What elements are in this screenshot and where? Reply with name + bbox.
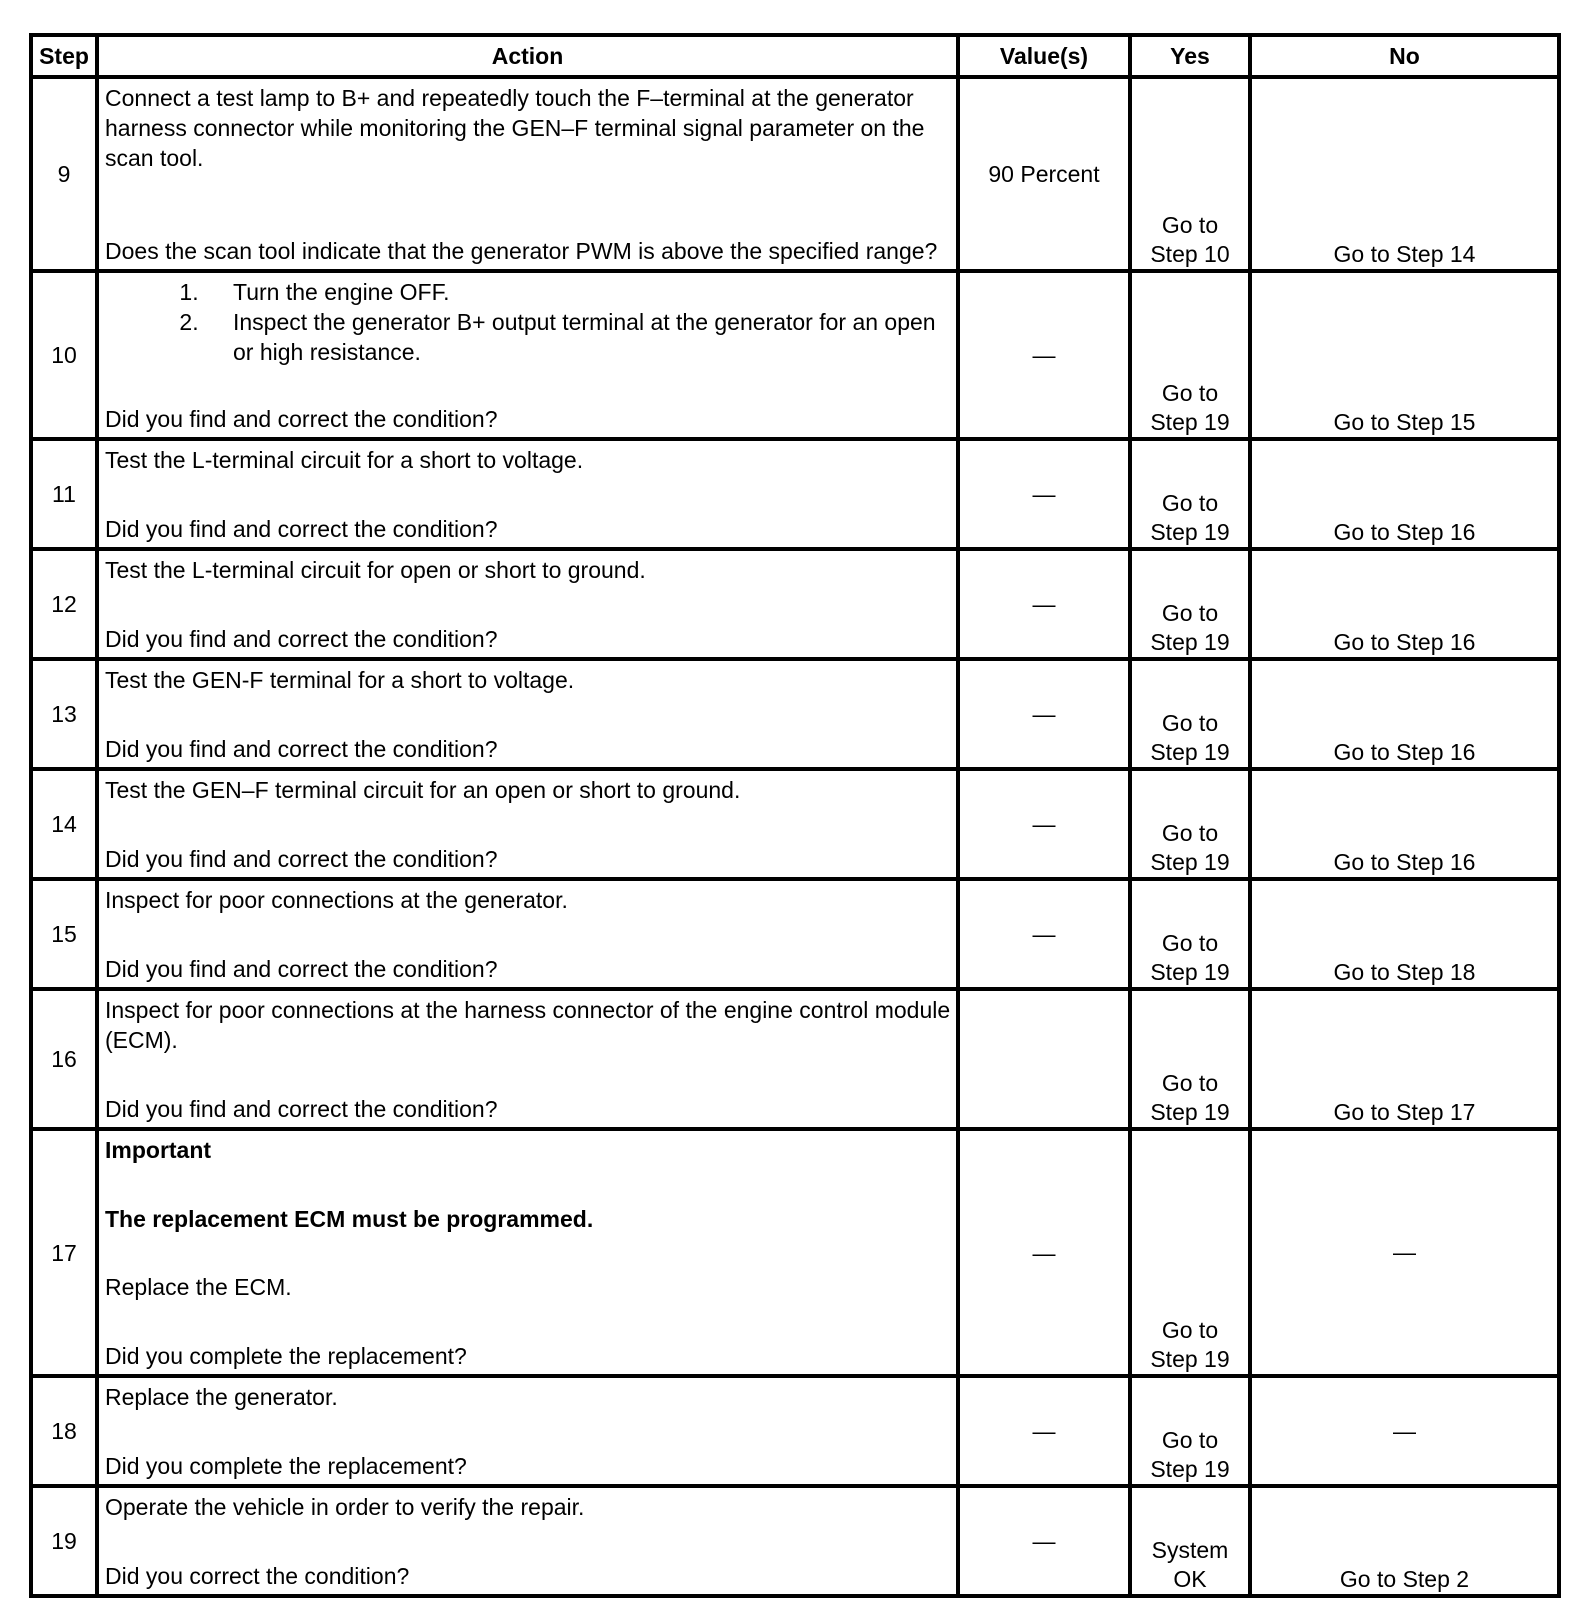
action-cell: [97, 439, 958, 549]
header-row: [31, 35, 1559, 77]
step-number: 12: [31, 549, 97, 659]
action-text: Test the GEN–F terminal circuit for an open or short to ground.: [105, 777, 741, 803]
yes-line-1: Go to: [1161, 1070, 1219, 1096]
step-number: 16: [31, 989, 97, 1129]
action-question: Does the scan tool indicate that the generator PWM is above the specified range?: [105, 238, 938, 264]
action-question: Did you correct the condition?: [105, 1563, 410, 1589]
yes-cell: [1130, 549, 1250, 659]
yes-cell: [1130, 1129, 1250, 1376]
no-cell: Go to Step 15: [1250, 271, 1559, 439]
yes-cell: [1130, 439, 1250, 549]
no-cell: Go to Step 16: [1250, 659, 1559, 769]
action-question: Did you find and correct the condition?: [105, 846, 498, 872]
table-row: [31, 439, 1559, 549]
no-cell: Go to Step 2: [1250, 1486, 1559, 1596]
action-list: [105, 277, 956, 367]
table-row: [31, 271, 1559, 439]
yes-cell: [1130, 879, 1250, 989]
yes-line-2: Step 10: [1150, 241, 1230, 267]
step-number: 9: [31, 77, 97, 271]
step-number: 15: [31, 879, 97, 989]
important-label: Important: [105, 1137, 212, 1163]
no-cell: —: [1250, 1129, 1559, 1376]
action-cell: [97, 77, 958, 271]
action-cell: [97, 879, 958, 989]
value-cell: —: [958, 1376, 1130, 1486]
action-cell: [97, 659, 958, 769]
action-cell: [97, 549, 958, 659]
table-row: [31, 1376, 1559, 1486]
yes-cell: [1130, 271, 1250, 439]
yes-cell: [1130, 77, 1250, 271]
value-cell: —: [958, 1129, 1130, 1376]
header-yes: Yes: [1130, 35, 1250, 77]
yes-cell: [1130, 989, 1250, 1129]
yes-line-1: Go to: [1161, 600, 1219, 626]
step-number: 14: [31, 769, 97, 879]
table-row: [31, 769, 1559, 879]
value-cell: [958, 989, 1130, 1129]
table-row: [31, 879, 1559, 989]
header-values: Value(s): [958, 35, 1130, 77]
action-text: Test the GEN-F terminal for a short to voltage.: [105, 667, 575, 693]
no-cell: Go to Step 17: [1250, 989, 1559, 1129]
step-number: 18: [31, 1376, 97, 1486]
action-question: Did you find and correct the condition?: [105, 1096, 498, 1122]
yes-line-1: Go to: [1161, 1427, 1219, 1453]
list-item: 2. Inspect the generator B+ output terminal at the generator for an open or high resistance.: [205, 307, 956, 367]
header-step: Step: [31, 35, 97, 77]
value-cell: —: [958, 271, 1130, 439]
action-question: Did you find and correct the condition?: [105, 736, 498, 762]
header-no: No: [1250, 35, 1559, 77]
value-cell: —: [958, 769, 1130, 879]
no-cell: Go to Step 16: [1250, 769, 1559, 879]
yes-line-1: Go to: [1161, 820, 1219, 846]
table-row: [31, 1486, 1559, 1596]
yes-line-1: Go to: [1161, 1317, 1219, 1343]
yes-line-2: Step 19: [1150, 629, 1230, 655]
action-cell: [97, 769, 958, 879]
action-cell: [97, 1129, 958, 1376]
yes-line-2: Step 19: [1150, 1456, 1230, 1482]
action-text: Connect a test lamp to B+ and repeatedly touch the F–terminal at the generator harness connector while monitoring the GEN–F terminal signal parameter on the scan tool.: [105, 85, 925, 171]
yes-cell: [1130, 1486, 1250, 1596]
yes-line-1: Go to: [1161, 212, 1219, 238]
table-row: [31, 77, 1559, 271]
action-question: Did you find and correct the condition?: [105, 956, 498, 982]
no-cell: Go to Step 16: [1250, 439, 1559, 549]
header-action: Action: [97, 35, 958, 77]
value-cell: —: [958, 1486, 1130, 1596]
value-cell: 90 Percent: [958, 77, 1130, 271]
action-cell: [97, 1376, 958, 1486]
step-number: 17: [31, 1129, 97, 1376]
step-number: 11: [31, 439, 97, 549]
action-question: Did you complete the replacement?: [105, 1453, 467, 1479]
no-cell: Go to Step 14: [1250, 77, 1559, 271]
table-row: [31, 1129, 1559, 1376]
action-text: Operate the vehicle in order to verify the repair.: [105, 1494, 585, 1520]
action-text: Test the L-terminal circuit for open or short to ground.: [105, 557, 646, 583]
diagnostic-table: [29, 33, 1561, 1598]
yes-cell: [1130, 769, 1250, 879]
yes-cell: [1130, 1376, 1250, 1486]
yes-line-1: Go to: [1161, 710, 1219, 736]
no-cell: —: [1250, 1376, 1559, 1486]
table-row: [31, 989, 1559, 1129]
yes-line-1: Go to: [1161, 930, 1219, 956]
step-number: 13: [31, 659, 97, 769]
action-cell: [97, 989, 958, 1129]
step-number: 19: [31, 1486, 97, 1596]
yes-line-2: Step 19: [1150, 519, 1230, 545]
value-cell: —: [958, 659, 1130, 769]
yes-line-1: System: [1151, 1537, 1229, 1563]
yes-line-1: Go to: [1161, 380, 1219, 406]
action-cell: [97, 1486, 958, 1596]
yes-line-2: Step 19: [1150, 959, 1230, 985]
yes-cell: [1130, 659, 1250, 769]
action-question: Did you complete the replacement?: [105, 1342, 467, 1369]
action-text: Replace the ECM.: [105, 1274, 292, 1301]
yes-line-2: Step 19: [1150, 1099, 1230, 1125]
table-row: [31, 549, 1559, 659]
important-note: The replacement ECM must be programmed.: [105, 1205, 594, 1232]
action-text: Inspect for poor connections at the harness connector of the engine control module (ECM).: [105, 997, 951, 1053]
no-cell: Go to Step 16: [1250, 549, 1559, 659]
value-cell: —: [958, 879, 1130, 989]
action-text: Test the L-terminal circuit for a short to voltage.: [105, 447, 584, 473]
action-text: Inspect for poor connections at the generator.: [105, 887, 568, 913]
action-question: Did you find and correct the condition?: [105, 626, 498, 652]
value-cell: —: [958, 549, 1130, 659]
yes-line-2: Step 19: [1150, 409, 1230, 435]
step-number: 10: [31, 271, 97, 439]
table-row: [31, 659, 1559, 769]
yes-line-2: Step 19: [1150, 739, 1230, 765]
no-cell: Go to Step 18: [1250, 879, 1559, 989]
action-question: Did you find and correct the condition?: [105, 516, 498, 542]
yes-line-2: Step 19: [1150, 849, 1230, 875]
yes-line-2: OK: [1173, 1566, 1207, 1592]
yes-line-2: Step 19: [1150, 1346, 1230, 1372]
list-item: 1. Turn the engine OFF.: [205, 277, 956, 307]
yes-line-1: Go to: [1161, 490, 1219, 516]
action-cell: [97, 271, 958, 439]
value-cell: —: [958, 439, 1130, 549]
action-question: Did you find and correct the condition?: [105, 406, 498, 432]
action-text: Replace the generator.: [105, 1384, 338, 1410]
